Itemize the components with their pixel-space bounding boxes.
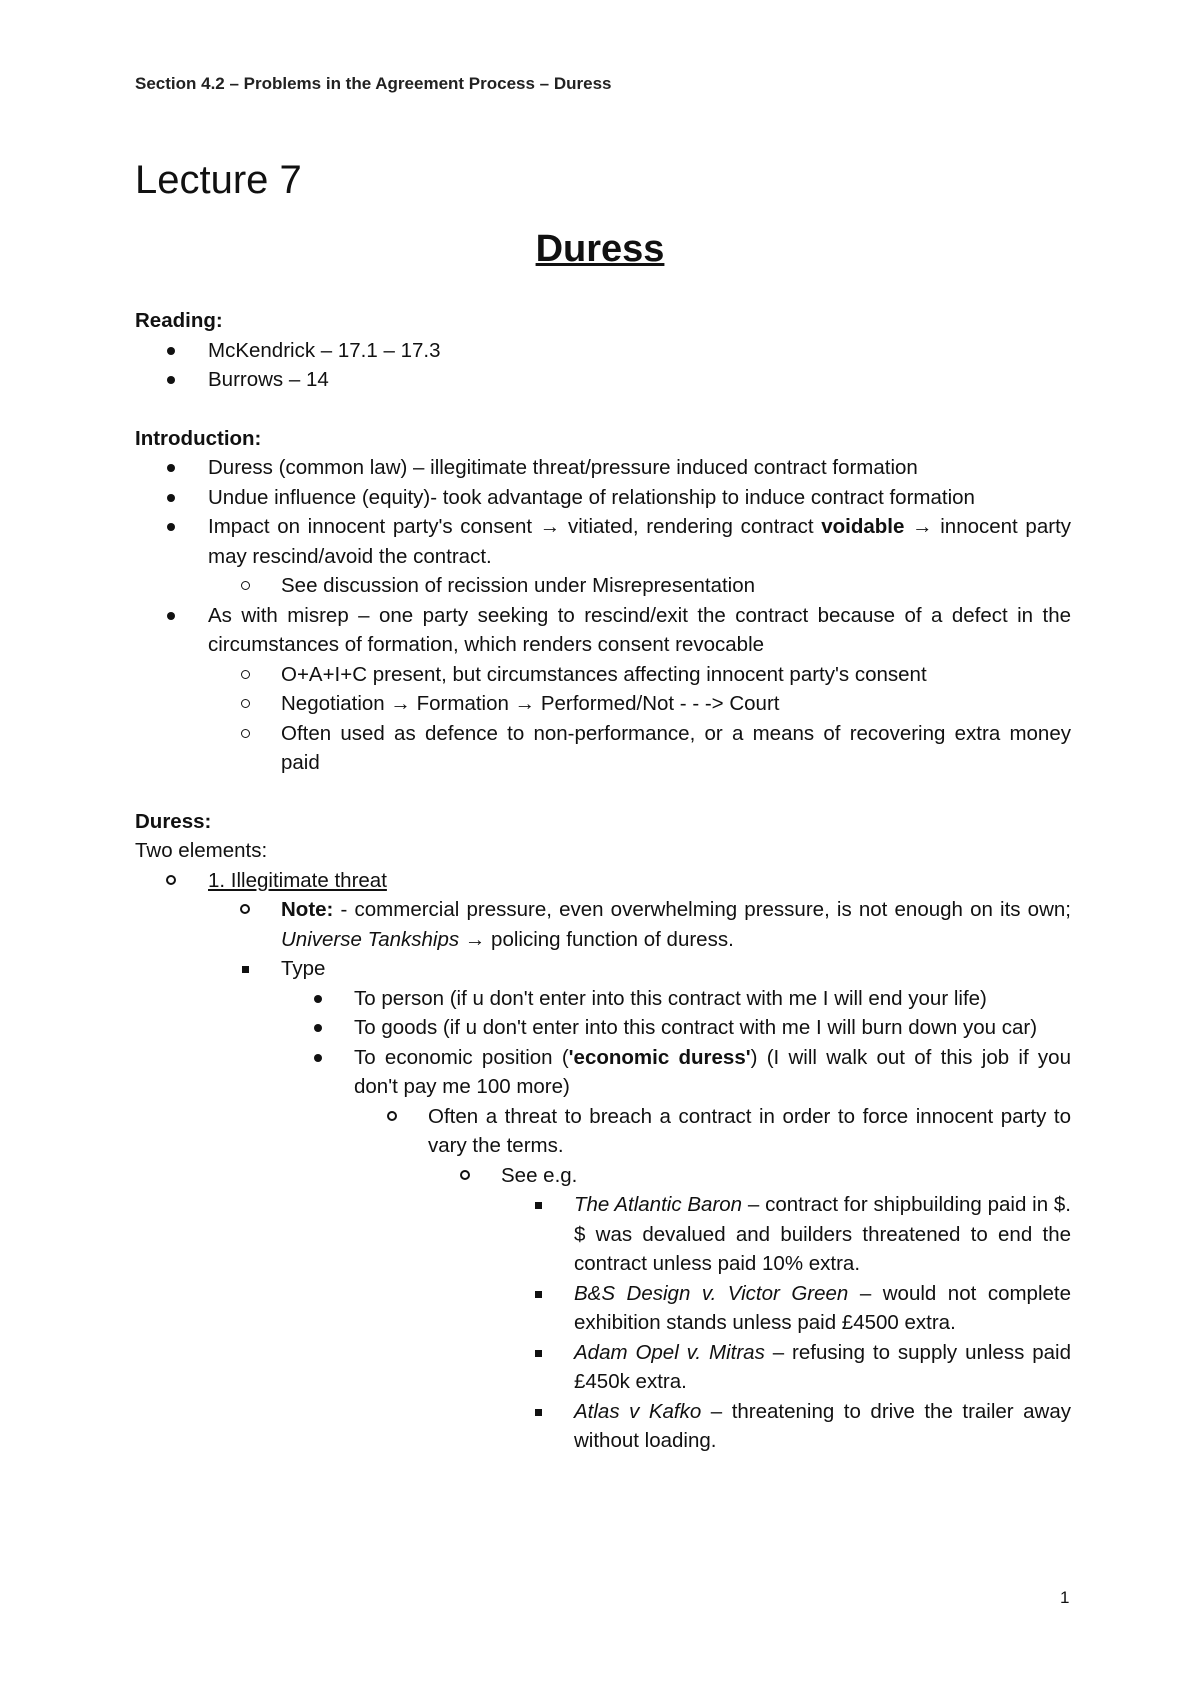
square-bullet-icon (528, 1397, 548, 1427)
list-item: Type (135, 954, 1071, 984)
case-item: Atlas v Kafko – threatening to drive the trailer away without loading. (135, 1397, 1071, 1456)
circle-bullet-icon (235, 895, 255, 925)
circle-bullet-icon (235, 689, 255, 719)
circle-bullet-icon (455, 1161, 475, 1191)
bullet-icon (308, 984, 328, 1014)
list-item: To goods (if u don't enter into this contract with me I will burn down you car) (135, 1013, 1071, 1043)
list-item: Often a threat to breach a contract in order to force innocent party to vary the terms. (135, 1102, 1071, 1161)
list-item: To person (if u don't enter into this contract with me I will end your life) (135, 984, 1071, 1014)
bullet-icon (161, 483, 181, 513)
list-item: See e.g. (135, 1161, 1071, 1191)
arrow-icon: → (464, 927, 486, 951)
duress-heading: Duress: (135, 809, 212, 833)
circle-bullet-icon (161, 866, 181, 896)
bullet-icon (308, 1043, 328, 1073)
arrow-icon: → (912, 515, 933, 538)
case-item: The Atlantic Baron – contract for shipbuilding paid in $. $ was devalued and builders threatened to end the contract unless paid 10% extra. (135, 1190, 1071, 1279)
list-item: See discussion of recission under Misrepresentation (135, 571, 1071, 601)
list-item: Undue influence (equity)- took advantage of relationship to induce contract formation (135, 483, 1071, 513)
element-heading: 1. Illegitimate threat (208, 868, 387, 892)
circle-bullet-icon (382, 1102, 402, 1132)
square-bullet-icon (528, 1279, 548, 1309)
document-body (135, 306, 1071, 1456)
list-item (135, 866, 1071, 896)
arrow-icon: → (514, 692, 536, 715)
page-number: 1 (1060, 1588, 1070, 1607)
introduction-heading: Introduction: (135, 426, 262, 450)
case-item: B&S Design v. Victor Green – would not complete exhibition stands unless paid £4500 extra. (135, 1279, 1071, 1338)
list-item: Burrows – 14 (135, 365, 1071, 395)
list-item: As with misrep – one party seeking to rescind/exit the contract because of a defect in the circumstances of formation, which renders consent revocable (135, 601, 1071, 660)
list-item: To economic position ('economic duress') (I will walk out of this job if you don't pay me 100 more) (135, 1043, 1071, 1102)
arrow-icon: → (390, 692, 411, 715)
lecture-title: Lecture 7 (135, 158, 302, 202)
bullet-icon (161, 601, 181, 631)
arrow-icon: → (539, 515, 561, 538)
square-bullet-icon (528, 1190, 548, 1220)
main-title: Duress (535, 228, 665, 270)
two-elements-text: Two elements: (135, 839, 268, 862)
page-header: Section 4.2 – Problems in the Agreement Process – Duress (135, 74, 612, 93)
bullet-icon (161, 453, 181, 483)
list-item: Note: - commercial pressure, even overwhelming pressure, is not enough on its own; Universe Tankships → policing function of duress. (135, 895, 1071, 954)
case-item: Adam Opel v. Mitras – refusing to supply unless paid £450k extra. (135, 1338, 1071, 1397)
list-item: Often used as defence to non-performance, or a means of recovering extra money paid (135, 719, 1071, 778)
bullet-icon (161, 365, 181, 395)
list-item: Negotiation → Formation → Performed/Not - - -> Court (135, 689, 1071, 719)
square-bullet-icon (235, 954, 255, 984)
circle-bullet-icon (235, 719, 255, 749)
circle-bullet-icon (235, 660, 255, 690)
list-item: Impact on innocent party's consent → vitiated, rendering contract voidable → innocent party may rescind/avoid the contract. (135, 512, 1071, 571)
square-bullet-icon (528, 1338, 548, 1368)
list-item: Duress (common law) – illegitimate threat/pressure induced contract formation (135, 453, 1071, 483)
bullet-icon (308, 1013, 328, 1043)
list-item: McKendrick – 17.1 – 17.3 (135, 336, 1071, 366)
reading-heading: Reading: (135, 309, 223, 332)
list-item: O+A+I+C present, but circumstances affecting innocent party's consent (135, 660, 1071, 690)
bullet-icon (161, 512, 181, 542)
bullet-icon (161, 336, 181, 366)
circle-bullet-icon (235, 571, 255, 601)
